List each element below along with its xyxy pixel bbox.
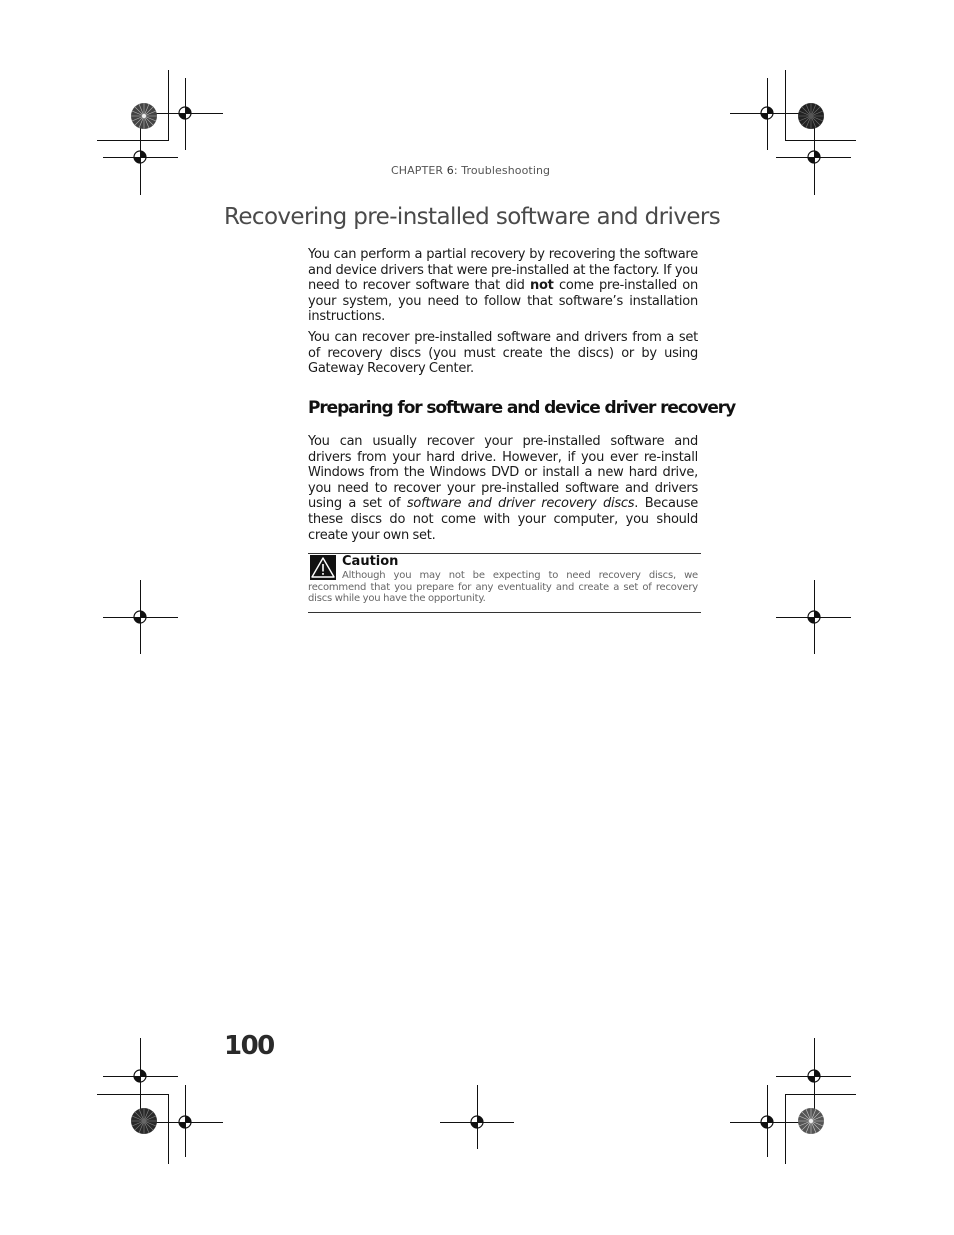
italic-term: software and driver recovery discs (406, 496, 635, 512)
starburst-rosette-icon (130, 102, 158, 130)
chapter-number: 6 (446, 164, 454, 177)
crop-mark-line (168, 1094, 169, 1164)
paragraph-text: You can perform a partial recovery by recovering the software and device drivers that were pre-installed at the factory. If you need to recover software that did (308, 247, 698, 294)
paragraph-text: come pre-installed on your system, you need to follow that software’s installation instructions. (308, 278, 698, 325)
registration-mark-icon (128, 605, 152, 629)
registration-mark-icon (465, 1110, 489, 1134)
paragraph-text: . Because these discs do not come with your computer, you should create your own set. (308, 496, 698, 543)
intro-paragraph (308, 247, 698, 325)
registration-mark-icon (128, 145, 152, 169)
registration-mark-icon (802, 1064, 826, 1088)
registration-mark-icon (802, 605, 826, 629)
caution-callout (308, 553, 701, 613)
registration-mark-icon (755, 1110, 779, 1134)
chapter-separator: : (453, 164, 458, 177)
starburst-rosette-icon (797, 1107, 825, 1135)
page-number: 100 (224, 1031, 274, 1061)
chapter-label: CHAPTER (391, 164, 444, 177)
chapter-title: Troubleshooting (461, 164, 551, 177)
section-heading: Preparing for software and device driver recovery (308, 398, 736, 418)
intro-paragraph: You can recover pre-installed software and drivers from a set of recovery discs (you must create the discs) or by using Gateway Recovery Center. (308, 330, 698, 377)
paragraph-text: You can usually recover your pre-installed software and drivers from your hard drive. However, if you ever re-install Windows from the Windows DVD or install a new hard drive, you need to recover your pre-installed software and drivers using a set of (308, 434, 698, 512)
registration-mark-icon (128, 1064, 152, 1088)
crop-mark-line (168, 70, 169, 140)
crop-mark-line (785, 1094, 856, 1095)
crop-mark-line (785, 70, 786, 140)
crop-mark-line (785, 140, 856, 141)
starburst-rosette-icon (797, 102, 825, 130)
registration-mark-icon (755, 101, 779, 125)
crop-mark-line (97, 1094, 169, 1095)
section-paragraph (308, 434, 698, 543)
page-title: Recovering pre-installed software and drivers (224, 204, 721, 230)
caution-title: Caution (342, 554, 399, 569)
crop-mark-line (97, 140, 169, 141)
registration-mark-icon (173, 1110, 197, 1134)
starburst-rosette-icon (130, 1107, 158, 1135)
bold-emphasis: not (530, 278, 554, 294)
registration-mark-icon (802, 145, 826, 169)
running-header (391, 164, 550, 177)
registration-mark-icon (173, 101, 197, 125)
crop-mark-line (785, 1094, 786, 1164)
caution-text: Although you may not be expecting to need recovery discs, we recommend that you prepare for any eventuality and create a set of recovery discs while you have the opportunity. (308, 570, 698, 605)
